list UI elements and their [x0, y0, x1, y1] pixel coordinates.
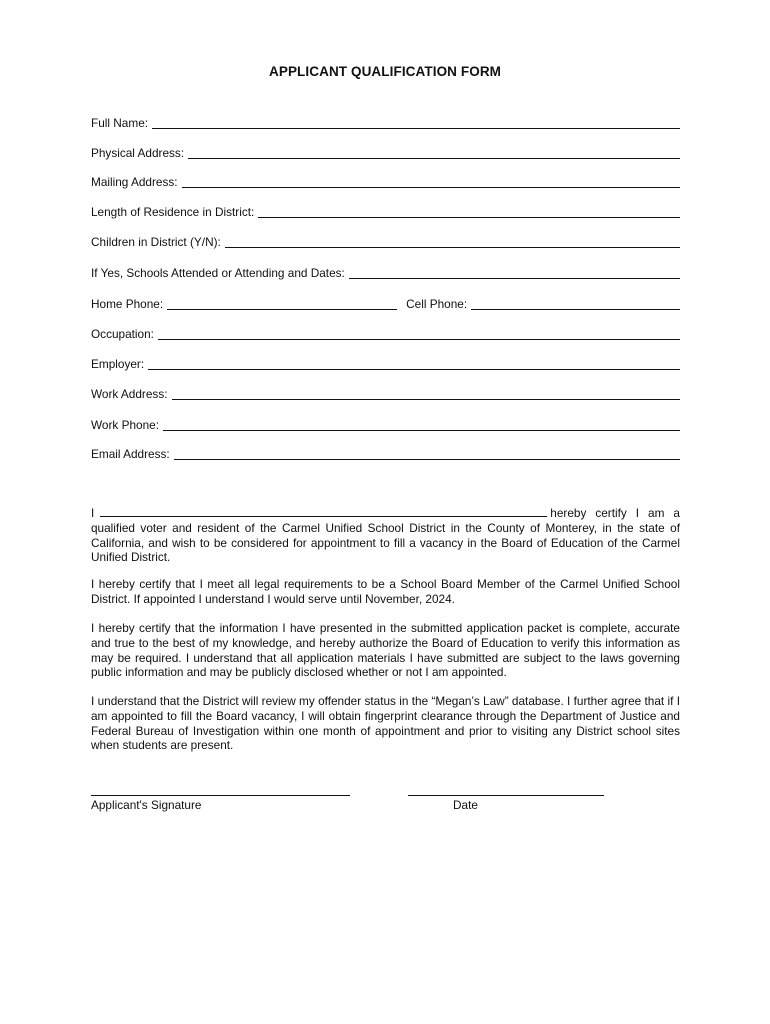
employer-input-line[interactable]	[148, 358, 680, 370]
work-address-label: Work Address:	[91, 387, 168, 401]
employer-field	[91, 357, 680, 371]
certify-name-input-line[interactable]	[100, 505, 547, 517]
children-in-district-field	[91, 235, 680, 249]
occupation-label: Occupation:	[91, 327, 154, 341]
mailing-address-input-line[interactable]	[182, 176, 680, 188]
occupation-input-line[interactable]	[158, 328, 680, 340]
form-title: APPLICANT QUALIFICATION FORM	[268, 64, 502, 79]
work-address-input-line[interactable]	[172, 388, 681, 400]
physical-address-field	[91, 146, 680, 160]
email-address-field	[91, 447, 680, 461]
work-phone-field	[91, 418, 680, 432]
certification-paragraph-4: I understand that the District will review my offender status in the “Megan’s Law” database. I further agree that if I am appointed to fill the Board vacancy, I will obtain fingerprint clearance through the Department of Justice and Federal Bureau of Investigation within one month of appointment and prior to visiting any District school sites when students are present.	[91, 694, 680, 753]
full-name-field	[91, 116, 680, 130]
applicant-signature-line[interactable]	[91, 795, 350, 796]
home-phone-label: Home Phone:	[91, 297, 164, 311]
length-of-residence-field	[91, 205, 680, 219]
cell-phone-label: Cell Phone:	[406, 297, 468, 311]
email-address-label: Email Address:	[91, 447, 170, 461]
applicant-signature-label: Applicant's Signature	[91, 798, 202, 812]
occupation-field	[91, 327, 680, 341]
physical-address-input-line[interactable]	[188, 147, 680, 159]
physical-address-label: Physical Address:	[91, 146, 185, 160]
work-phone-label: Work Phone:	[91, 418, 159, 432]
children-in-district-label: Children in District (Y/N):	[91, 235, 221, 249]
date-line[interactable]	[408, 795, 604, 796]
certify-prefix: I	[91, 506, 95, 520]
certification-paragraph-1	[91, 505, 680, 565]
full-name-input-line[interactable]	[152, 117, 680, 129]
employer-label: Employer:	[91, 357, 145, 371]
work-address-field	[91, 387, 680, 401]
mailing-address-field	[91, 175, 680, 189]
email-address-input-line[interactable]	[174, 448, 680, 460]
certification-paragraph-2: I hereby certify that I meet all legal requirements to be a School Board Member of the Carmel Unified School District. If appointed I understand I would serve until November, 2024.	[91, 577, 680, 606]
home-phone-input-line[interactable]	[167, 298, 397, 310]
mailing-address-label: Mailing Address:	[91, 175, 178, 189]
length-of-residence-input-line[interactable]	[258, 206, 680, 218]
date-label: Date	[453, 798, 478, 812]
cell-phone-input-line[interactable]	[471, 298, 680, 310]
certification-paragraph-3: I hereby certify that the information I have presented in the submitted application packet is complete, accurate and true to the best of my knowledge, and hereby authorize the Board of Education to verify this information as may be required. I understand that all application materials I have submitted are subject to the laws governing public information and may be publicly disclosed whether or not I am appointed.	[91, 621, 680, 680]
schools-attended-label: If Yes, Schools Attended or Attending and Dates:	[91, 266, 345, 280]
work-phone-input-line[interactable]	[163, 419, 680, 431]
certify-paragraph-1-text: qualified voter and resident of the Carmel Unified School District in the County of Monterey, in the state of California, and wish to be considered for appointment to fill a vacancy in the Board of Education of the Carmel Unified District.	[91, 520, 680, 565]
schools-attended-field	[91, 266, 680, 280]
length-of-residence-label: Length of Residence in District:	[91, 205, 255, 219]
schools-attended-input-line[interactable]	[349, 267, 680, 279]
certify-suffix: hereby certify I am a	[550, 506, 680, 520]
children-in-district-input-line[interactable]	[225, 236, 680, 248]
full-name-label: Full Name:	[91, 116, 149, 130]
phone-fields	[91, 297, 680, 311]
